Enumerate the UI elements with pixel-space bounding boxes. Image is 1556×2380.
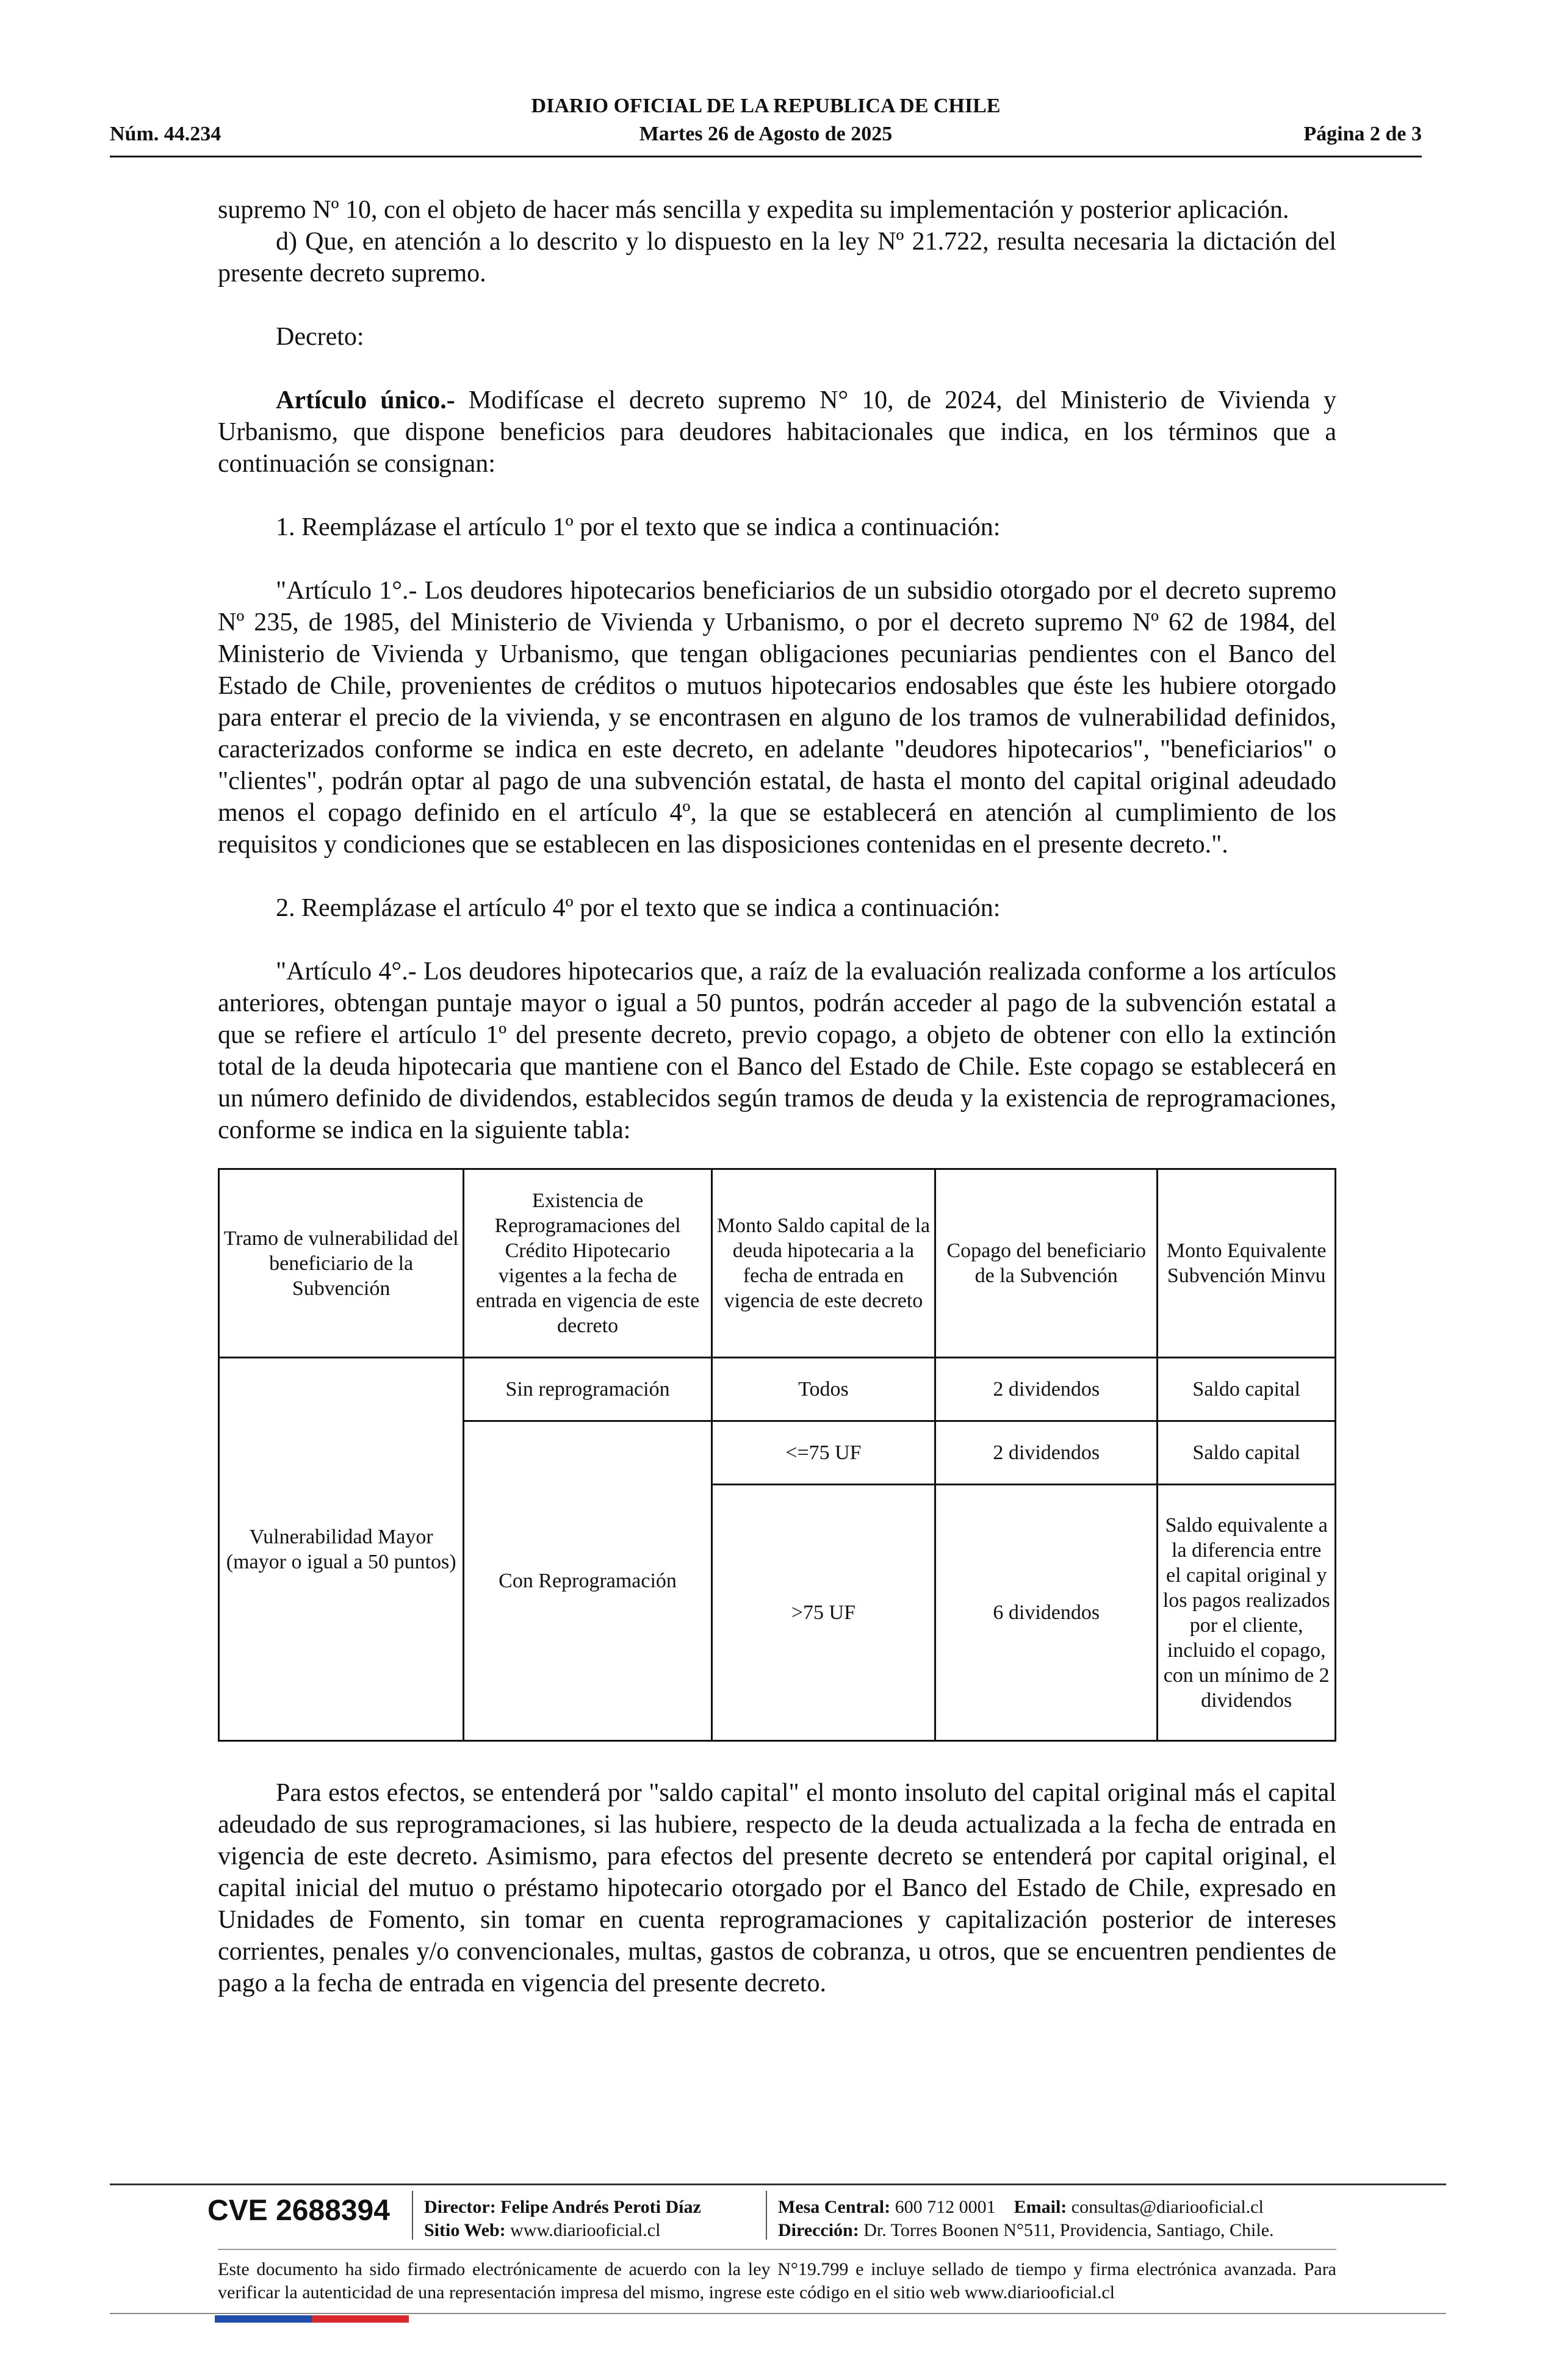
table-cell: Sin reprogramación xyxy=(464,1358,712,1421)
mesa-phone: 600 712 0001 xyxy=(890,2197,996,2217)
table-cell: 6 dividendos xyxy=(935,1485,1158,1741)
footer-bottom-rule xyxy=(110,2313,1446,2314)
page-header xyxy=(110,95,1422,156)
paragraph: supremo Nº 10, con el objeto de hacer más sencilla y expedita su implementación y posterior aplicación. xyxy=(218,196,1289,224)
header-divider xyxy=(110,156,1422,157)
footer-contact-block xyxy=(778,2196,1274,2242)
paragraph: 2. Reemplázase el artículo 4º por el texto que se indica a continuación: xyxy=(276,894,1001,922)
article-label: Artículo único.- xyxy=(276,386,455,414)
issue-date: Martes 26 de Agosto de 2025 xyxy=(639,123,893,145)
table-cell: Todos xyxy=(711,1358,935,1421)
issue-number: Núm. 44.234 xyxy=(110,123,222,145)
decreto-heading: Decreto: xyxy=(276,323,364,351)
web-link[interactable]: www.diariooficial.cl xyxy=(505,2220,661,2240)
table-header-cell: Existencia de Reprogramaciones del Crédito Hipotecario vigentes a la fecha de entrada en vigencia de este decreto xyxy=(464,1169,712,1358)
legal-notice: Este documento ha sido firmado electrónicamente de acuerdo con la ley N°19.799 e incluye sellado de tiempo y firma electrónica avanzada. Para verificar la autenticidad de una representación impresa del mismo, ingrese este código en el sitio web www.diariooficial.cl xyxy=(218,2259,1336,2302)
table-cell: 2 dividendos xyxy=(935,1358,1158,1421)
blue-bar xyxy=(215,2315,312,2323)
table-header-row xyxy=(219,1169,1336,1358)
document-body xyxy=(218,194,1336,1999)
table-header-cell: Copago del beneficiario de la Subvención xyxy=(935,1169,1158,1358)
director-name: Felipe Andrés Peroti Díaz xyxy=(495,2197,701,2217)
paragraph: 1. Reemplázase el artículo 1º por el texto que se indica a continuación: xyxy=(276,513,1001,541)
mesa-label: Mesa Central: xyxy=(778,2197,891,2217)
table-cell: Con Reprogramación xyxy=(464,1421,712,1741)
footer-divider xyxy=(110,2183,1446,2185)
footer-separator xyxy=(766,2191,767,2240)
email-label: Email: xyxy=(1014,2197,1067,2217)
page-indicator: Página 2 de 3 xyxy=(1303,123,1422,145)
table-header-cell: Monto Saldo capital de la deuda hipotecaria a la fecha de entrada en vigencia de este decreto xyxy=(711,1169,935,1358)
email-link[interactable]: consultas@diariooficial.cl xyxy=(1067,2197,1264,2217)
paragraph-articulo-1: "Artículo 1°.- Los deudores hipotecarios beneficiarios de un subsidio otorgado por el decreto supremo Nº 235, de 1985, del Ministerio de Vivienda y Urbanismo, o por el decreto supremo Nº 62 de 1984, del Ministerio de Vivienda y Urbanismo, que tengan obligaciones pecuniarias pendientes con el Banco del Estado de Chile, provenientes de créditos o mutuos hipotecarios endosables que éste les hubiere otorgado para enterar el precio de la vivienda, y se encontrasen en alguno de los tramos de vulnerabilidad definidos, caracterizados conforme se indica en este decreto, en adelante "deudores hipotecarios", "beneficiarios" o "clientes", podrán optar al pago de una subvención estatal, de hasta el monto del capital original adeudado menos el copago definido en el artículo 4º, la que se establecerá en atención al cumplimiento de los requisitos y condiciones que se establecen en las disposiciones contenidas en el presente decreto.". xyxy=(218,577,1336,859)
table-cell: Saldo equivalente a la diferencia entre el capital original y los pagos realizados por el cliente, incluido el copago, con un mínimo de 2 dividendos xyxy=(1158,1485,1336,1741)
paragraph-definitions: Para estos efectos, se entenderá por "saldo capital" el monto insoluto del capital original más el capital adeudado de sus reprogramaciones, si las hubiere, respecto de la deuda actualizada a la fecha de entrada en vigencia de este decreto. Asimismo, para efectos del presente decreto se entenderá por capital original, el capital inicial del mutuo o préstamo hipotecario otorgado por el Banco del Estado de Chile, expresado en Unidades de Fomento, sin tomar en cuenta reprogramaciones y capitalización posterior de intereses corrientes, penales y/o convencionales, multas, gastos de cobranza, u otros, que se encuentren pendientes de pago a la fecha de entrada en vigencia del presente decreto. xyxy=(218,1779,1336,1997)
table-cell-tramo: Vulnerabilidad Mayor (mayor o igual a 50 puntos) xyxy=(219,1358,464,1741)
address: Dr. Torres Boonen N°511, Providencia, Santiago, Chile. xyxy=(859,2220,1274,2240)
table-cell: <=75 UF xyxy=(711,1421,935,1485)
flag-color-bar xyxy=(215,2315,409,2323)
red-bar xyxy=(312,2315,409,2323)
web-label: Sitio Web: xyxy=(424,2220,506,2240)
paragraph-articulo-4: "Artículo 4°.- Los deudores hipotecarios que, a raíz de la evaluación realizada conforme a los artículos anteriores, obtengan puntaje mayor o igual a 50 puntos, podrán acceder al pago de la subvención estatal a que se refiere el artículo 1º del presente decreto, previo copago, a objeto de obtener con ello la extinción total de la deuda hipotecaria que mantiene con el Banco del Estado de Chile. Este copago se establecerá en un número definido de dividendos, establecidos según tramos de deuda y la existencia de reprogramaciones, conforme se indica en la siguiente tabla: xyxy=(218,957,1336,1144)
director-label: Director: xyxy=(424,2197,496,2217)
footer-divider-thin xyxy=(218,2249,1336,2250)
table-cell: Saldo capital xyxy=(1158,1421,1336,1485)
article-text: Modifícase el decreto supremo N° 10, de 2024, del Ministerio de Vivienda y Urbanismo, que dispone beneficios para deudores habitacionales que indica, en los términos que a continuación se consignan: xyxy=(218,386,1336,478)
newspaper-title: DIARIO OFICIAL DE LA REPUBLICA DE CHILE xyxy=(531,95,1001,117)
paragraph: d) Que, en atención a lo descrito y lo dispuesto en la ley Nº 21.722, resulta necesaria la dictación del presente decreto supremo. xyxy=(218,228,1336,287)
table-cell: Saldo capital xyxy=(1158,1358,1336,1421)
cve-code: CVE 2688394 xyxy=(207,2194,390,2227)
table-header-cell: Tramo de vulnerabilidad del beneficiario de la Subvención xyxy=(219,1169,464,1358)
paragraph-articulo-unico xyxy=(218,384,1336,480)
copago-table xyxy=(218,1168,1336,1742)
footer-separator xyxy=(412,2191,413,2240)
table-cell: 2 dividendos xyxy=(935,1421,1158,1485)
address-label: Dirección: xyxy=(778,2220,859,2240)
table-cell: >75 UF xyxy=(711,1485,935,1741)
table-header-cell: Monto Equivalente Subvención Minvu xyxy=(1158,1169,1336,1358)
table-row xyxy=(219,1358,1336,1421)
footer-director-block xyxy=(424,2196,701,2242)
